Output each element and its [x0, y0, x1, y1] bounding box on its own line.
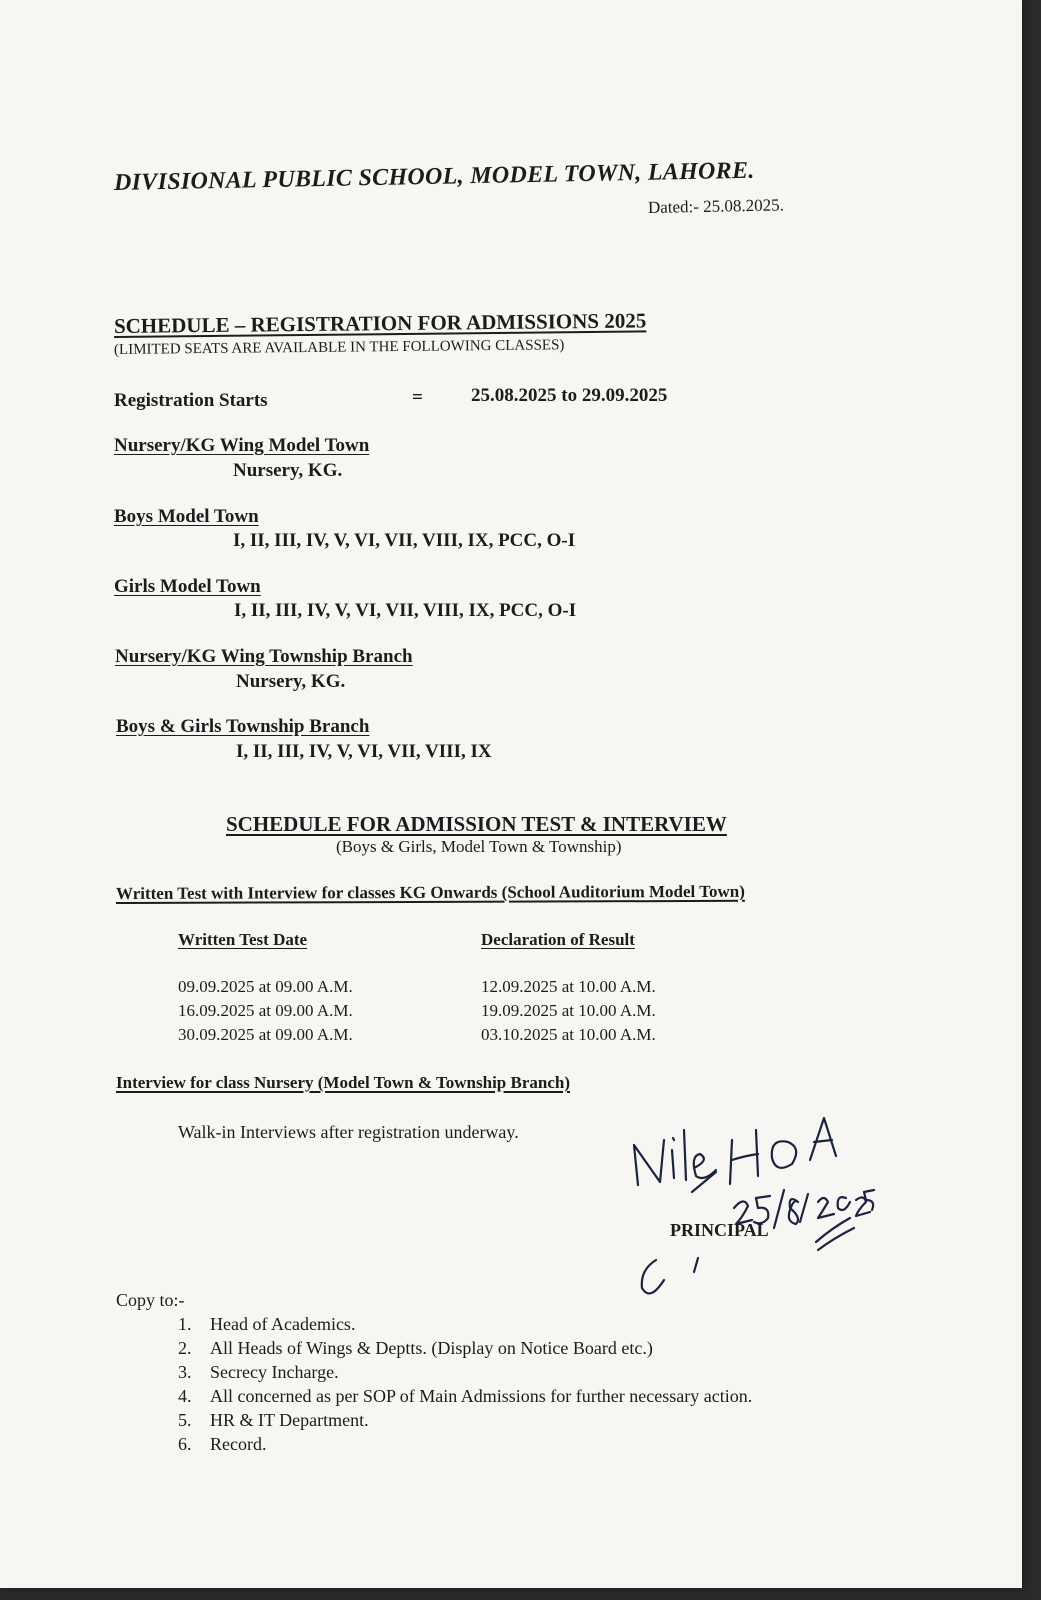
- principal-designation: PRINCIPAL: [670, 1220, 769, 1240]
- wing-classes: Nursery, KG.: [233, 460, 343, 481]
- wing-title: Girls Model Town: [114, 576, 261, 597]
- test-schedule-title: SCHEDULE FOR ADMISSION TEST & INTERVIEW: [226, 812, 727, 836]
- registration-schedule-subtitle: (LIMITED SEATS ARE AVAILABLE IN THE FOLLOWING CLASSES): [113, 337, 565, 358]
- registration-date-range: 25.08.2025 to 29.09.2025: [471, 385, 668, 406]
- copy-to-item-number: 6.: [178, 1434, 192, 1454]
- test-date-cell: 09.09.2025 at 09.00 A.M.: [178, 977, 353, 996]
- copy-to-item: [178, 1386, 752, 1407]
- result-date-cell: 19.09.2025 at 10.00 A.M.: [481, 1001, 656, 1020]
- written-test-heading: Written Test with Interview for classes KG Onwards (School Auditorium Model Town): [115, 881, 745, 903]
- result-date-cell: 03.10.2025 at 10.00 A.M.: [481, 1025, 656, 1044]
- walk-in-interview-note: Walk-in Interviews after registration underway.: [178, 1122, 519, 1142]
- column-header-result: Declaration of Result: [481, 930, 635, 949]
- registration-equals-sign: =: [412, 387, 423, 408]
- handwritten-signature: [620, 1090, 880, 1310]
- test-date-cell: 16.09.2025 at 09.00 A.M.: [178, 1001, 353, 1020]
- test-date-cell: 30.09.2025 at 09.00 A.M.: [178, 1025, 353, 1044]
- wing-classes: I, II, III, IV, V, VI, VII, VIII, IX: [236, 741, 492, 762]
- copy-to-item-text: All concerned as per SOP of Main Admissions for further necessary action.: [210, 1386, 753, 1406]
- wing-title: Boys Model Town: [114, 506, 259, 527]
- wing-classes: I, II, III, IV, V, VI, VII, VIII, IX, PCC, O-I: [234, 600, 577, 621]
- registration-schedule-title: SCHEDULE – REGISTRATION FOR ADMISSIONS 2025: [113, 308, 647, 338]
- wing-title: Nursery/KG Wing Township Branch: [115, 646, 413, 667]
- registration-starts-label: Registration Starts: [114, 390, 268, 411]
- wing-classes: I, II, III, IV, V, VI, VII, VIII, IX, PCC, O-I: [233, 530, 576, 551]
- copy-to-item-text: Secrecy Incharge.: [210, 1362, 339, 1382]
- copy-to-item-number: 4.: [178, 1386, 192, 1406]
- copy-to-item: [178, 1314, 355, 1335]
- copy-to-label: Copy to:-: [116, 1290, 185, 1310]
- document-date: Dated:- 25.08.2025.: [647, 195, 785, 217]
- column-header-test-date: Written Test Date: [178, 930, 308, 949]
- wing-classes: Nursery, KG.: [236, 671, 346, 692]
- copy-to-item: [178, 1362, 339, 1383]
- copy-to-item-number: 3.: [178, 1362, 192, 1382]
- copy-to-item-text: HR & IT Department.: [210, 1410, 369, 1430]
- copy-to-item-text: All Heads of Wings & Deptts. (Display on Notice Board etc.): [210, 1338, 653, 1358]
- copy-to-item-number: 5.: [178, 1410, 192, 1430]
- copy-to-item: [178, 1338, 653, 1359]
- result-date-cell: 12.09.2025 at 10.00 A.M.: [481, 977, 656, 996]
- wing-title: Nursery/KG Wing Model Town: [114, 435, 370, 456]
- copy-to-item-number: 1.: [178, 1314, 192, 1334]
- school-name: DIVISIONAL PUBLIC SCHOOL, MODEL TOWN, LAHORE.: [113, 157, 755, 196]
- copy-to-item: [178, 1410, 369, 1431]
- test-schedule-subtitle: (Boys & Girls, Model Town & Township): [336, 837, 622, 856]
- copy-to-item-text: Record.: [210, 1434, 267, 1454]
- nursery-interview-heading: Interview for class Nursery (Model Town & Township Branch): [116, 1073, 570, 1092]
- copy-to-item-text: Head of Academics.: [210, 1314, 356, 1334]
- copy-to-item-number: 2.: [178, 1338, 192, 1358]
- copy-to-item: [178, 1434, 266, 1455]
- wing-title: Boys & Girls Township Branch: [116, 716, 370, 737]
